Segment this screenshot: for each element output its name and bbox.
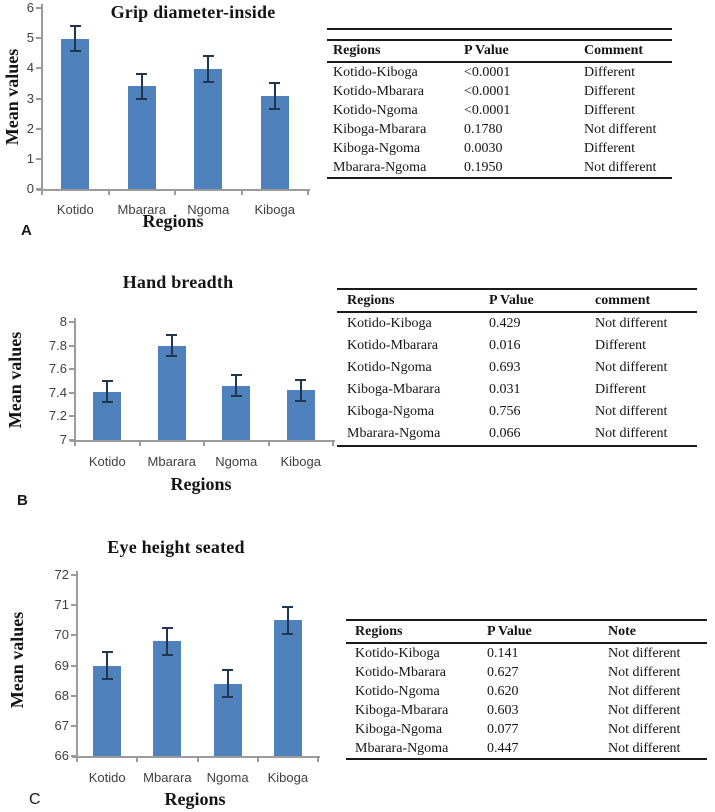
x-axis-title: Regions [142, 211, 204, 231]
y-tick [36, 188, 42, 190]
bar [158, 346, 186, 440]
error-bar-cap-top [269, 82, 280, 84]
x-tick [197, 756, 199, 762]
error-bar [106, 381, 108, 402]
table-header-cell: P Value [464, 43, 509, 58]
x-axis-line [37, 189, 310, 191]
bar [287, 390, 315, 440]
error-bar-cap-top [102, 651, 113, 653]
x-tick-label: Kiboga [267, 770, 309, 785]
x-tick-label: Kotido [56, 202, 94, 217]
x-tick [74, 440, 76, 446]
error-bar-cap-bottom [70, 50, 81, 52]
table-cell: Different [584, 83, 636, 99]
y-axis-title: Mean values [2, 48, 22, 146]
table-cell: Different [584, 140, 636, 156]
chart-title: Hand breadth [122, 272, 234, 292]
x-axis-line [70, 440, 335, 442]
table-cell: Kotido-Kiboga [347, 316, 432, 331]
table-cell: Different [595, 382, 647, 397]
table-cell: 0.1780 [464, 121, 503, 137]
x-tick [317, 756, 319, 762]
x-tick [76, 756, 78, 762]
table-cell: 0.603 [487, 702, 519, 718]
table-cell: <0.0001 [464, 83, 511, 99]
table-cell: Kotido-Mbarara [355, 664, 446, 680]
panel-label: A [21, 222, 32, 239]
table-row [346, 663, 707, 682]
x-tick [268, 440, 270, 446]
y-tick [36, 7, 42, 9]
error-bar-cap-top [222, 669, 233, 671]
x-tick-label: Kiboga [254, 202, 295, 217]
x-tick-label: Kiboga [280, 454, 321, 469]
x-tick [41, 189, 43, 195]
y-tick-label: 70 [54, 627, 69, 643]
x-tick [108, 189, 110, 195]
table-cell: Kotido-Mbarara [333, 83, 424, 99]
error-bar-cap-top [166, 334, 177, 336]
table-row [327, 101, 672, 120]
table-cell: 0.693 [489, 360, 521, 375]
y-tick [71, 665, 77, 667]
table-cell: Kotido-Mbarara [347, 338, 438, 353]
y-tick-label: 71 [54, 597, 69, 613]
error-bar-cap-top [282, 606, 293, 608]
x-tick [174, 189, 176, 195]
table-cell: Not different [584, 121, 657, 137]
y-tick [71, 755, 77, 757]
table-cell: 0.0030 [464, 140, 503, 156]
table-cell: 0.756 [489, 404, 521, 419]
y-tick [69, 439, 75, 441]
x-axis-title: Regions [164, 789, 226, 809]
table-cell: Different [584, 102, 636, 118]
table-row [346, 701, 707, 720]
y-tick [71, 634, 77, 636]
table-cell: Mbarara-Ngoma [347, 426, 441, 441]
x-tick-label: Kotido [88, 454, 126, 469]
y-axis-title: Mean values [5, 331, 25, 429]
panel-label: B [17, 492, 28, 509]
bar [274, 620, 302, 756]
x-tick-label: Mbarara [143, 770, 192, 785]
y-tick-label: 66 [54, 748, 69, 763]
error-bar [274, 83, 276, 109]
error-bar-cap-top [295, 379, 306, 381]
pvalue-table-grid [337, 288, 697, 447]
pvalue-table-grid [346, 619, 707, 760]
y-tick [71, 604, 77, 606]
x-tick [139, 440, 141, 446]
x-tick [332, 440, 334, 446]
table-cell: Kotido-Kiboga [333, 64, 418, 80]
y-tick-label: 6 [26, 0, 34, 15]
table-header-cell: Regions [347, 292, 395, 308]
table-row [337, 379, 697, 401]
bar [93, 666, 121, 757]
table-cell: 0.1950 [464, 159, 503, 175]
table-header-cell: Regions [333, 43, 381, 58]
error-bar-cap-top [136, 73, 147, 75]
error-bar-cap-top [203, 55, 214, 57]
table-cell: Kiboga-Mbarara [355, 702, 449, 718]
y-tick-label: 68 [54, 687, 69, 703]
pvalue-table-grid [327, 39, 672, 179]
error-bar [227, 670, 229, 697]
error-bar-cap-top [231, 374, 242, 376]
table-cell: Different [595, 338, 647, 353]
x-tick-label: Ngoma [215, 454, 258, 469]
table-row [337, 401, 697, 423]
table-cell: Kiboga-Ngoma [355, 721, 443, 737]
error-bar-cap-top [162, 627, 173, 629]
bar [214, 684, 242, 756]
x-tick [203, 440, 205, 446]
table-cell: Not different [584, 159, 657, 175]
table-cell: Kiboga-Ngoma [347, 404, 435, 419]
table-cell: Kiboga-Mbarara [333, 121, 427, 137]
error-bar [166, 628, 168, 655]
bar [93, 392, 121, 440]
y-tick-label: 7.8 [48, 337, 67, 353]
y-tick [36, 158, 42, 160]
pvalue-table [337, 288, 697, 447]
table-header-row [327, 40, 672, 62]
table-cell: 0.620 [487, 683, 519, 699]
bar [61, 39, 89, 189]
y-tick [71, 725, 77, 727]
table-cell: Not different [608, 683, 681, 699]
table-cell: 0.031 [489, 382, 521, 397]
table-cell: <0.0001 [464, 64, 511, 80]
error-bar-cap-bottom [136, 98, 147, 100]
table-row [346, 739, 707, 759]
y-tick-label: 2 [26, 120, 34, 136]
table-cell: Not different [595, 360, 668, 375]
table-cell: 0.627 [487, 664, 519, 680]
table-cell: Kotido-Kiboga [355, 645, 440, 661]
table-row [327, 158, 672, 178]
y-tick-label: 5 [26, 30, 34, 46]
error-bar [300, 380, 302, 401]
x-tick-label: Ngoma [187, 202, 230, 217]
table-cell: 0.016 [489, 338, 521, 353]
error-bar-cap-bottom [231, 395, 242, 397]
table-cell: <0.0001 [464, 102, 511, 118]
table-cell: 0.447 [487, 740, 519, 756]
y-tick [36, 98, 42, 100]
table-header-cell: P Value [489, 292, 534, 308]
table-cell: 0.429 [489, 316, 521, 331]
error-bar-cap-bottom [203, 81, 214, 83]
y-axis-line [74, 318, 76, 440]
table-row [337, 312, 697, 335]
table-cell: Different [584, 64, 636, 80]
table-header-cell: Note [608, 623, 636, 639]
y-tick [71, 695, 77, 697]
chart-title: Grip diameter-inside [110, 2, 276, 22]
error-bar [287, 607, 289, 634]
y-tick-label: 8 [59, 314, 67, 329]
error-bar-cap-bottom [162, 654, 173, 656]
x-tick [241, 189, 243, 195]
table-top-rule [327, 28, 672, 30]
pvalue-table [346, 619, 707, 760]
y-tick-label: 1 [26, 150, 34, 166]
table-cell: 0.141 [487, 645, 519, 661]
y-tick-label: 69 [54, 657, 69, 673]
y-tick-label: 7.6 [48, 361, 67, 377]
error-bar [141, 74, 143, 98]
table-header-cell: comment [595, 292, 651, 308]
y-tick-label: 7 [59, 432, 67, 447]
x-tick-label: Kotido [88, 770, 126, 785]
bar [261, 96, 289, 189]
y-tick [36, 37, 42, 39]
error-bar [106, 652, 108, 679]
error-bar [74, 26, 76, 51]
error-bar-cap-bottom [222, 696, 233, 698]
y-tick [71, 574, 77, 576]
table-cell: Not different [608, 702, 681, 718]
table-row [337, 357, 697, 379]
table-row [327, 139, 672, 158]
y-axis-line [41, 4, 43, 189]
table-cell: 0.066 [489, 426, 521, 441]
bar [128, 86, 156, 189]
table-cell: Not different [608, 721, 681, 737]
table-cell: Mbarara-Ngoma [333, 159, 427, 175]
table-header-cell: Regions [355, 623, 403, 639]
error-bar-cap-bottom [166, 355, 177, 357]
table-cell: Kiboga-Mbarara [347, 382, 441, 397]
table-cell: Not different [595, 316, 668, 331]
pvalue-table [327, 39, 672, 179]
table-header-row [337, 289, 697, 312]
table-row [346, 643, 707, 663]
table-cell: Not different [608, 740, 681, 756]
table-cell: Not different [595, 426, 668, 441]
x-tick-label: Ngoma [206, 770, 249, 785]
bar [194, 69, 222, 189]
x-axis-line [72, 756, 320, 758]
table-cell: Kotido-Ngoma [355, 683, 440, 699]
table-row [337, 423, 697, 446]
table-row [346, 682, 707, 701]
chart-title: Eye height seated [107, 537, 245, 557]
error-bar-cap-bottom [102, 678, 113, 680]
table-row [337, 335, 697, 357]
y-tick-label: 7.4 [48, 384, 67, 400]
error-bar [207, 56, 209, 82]
error-bar [235, 375, 237, 396]
error-bar-cap-bottom [282, 633, 293, 635]
table-cell: Kiboga-Ngoma [333, 140, 421, 156]
y-axis-line [76, 571, 78, 756]
error-bar-cap-bottom [269, 108, 280, 110]
table-cell: 0.077 [487, 721, 519, 737]
table-cell: Kotido-Ngoma [333, 102, 418, 118]
y-tick [69, 345, 75, 347]
error-bar-cap-bottom [102, 401, 113, 403]
bar [153, 641, 181, 756]
error-bar [171, 335, 173, 356]
y-tick [36, 67, 42, 69]
y-axis-title: Mean values [7, 611, 27, 709]
x-tick [136, 756, 138, 762]
table-cell: Not different [608, 645, 681, 661]
y-tick-label: 3 [26, 90, 34, 106]
x-axis-title: Regions [170, 474, 232, 494]
x-tick [307, 189, 309, 195]
table-row [327, 82, 672, 101]
y-tick-label: 0 [26, 181, 34, 196]
table-row [327, 120, 672, 139]
table-cell: Not different [608, 664, 681, 680]
y-tick [69, 392, 75, 394]
y-tick-label: 67 [54, 717, 69, 733]
table-header-cell: P Value [487, 623, 532, 639]
x-tick-label: Mbarara [147, 454, 196, 469]
error-bar-cap-top [102, 380, 113, 382]
panel-label: C [29, 791, 41, 808]
y-tick [69, 415, 75, 417]
table-row [327, 62, 672, 82]
y-tick [36, 128, 42, 130]
table-header-cell: Comment [584, 43, 644, 58]
y-tick [69, 368, 75, 370]
table-cell: Not different [595, 404, 668, 419]
x-tick [257, 756, 259, 762]
y-tick-label: 7.2 [48, 408, 67, 424]
y-tick [69, 321, 75, 323]
y-tick-label: 72 [54, 567, 69, 582]
bar [222, 386, 250, 440]
x-tick-label: Mbarara [117, 202, 166, 217]
error-bar-cap-top [70, 25, 81, 27]
table-row [346, 720, 707, 739]
error-bar-cap-bottom [295, 400, 306, 402]
table-cell: Mbarara-Ngoma [355, 740, 449, 756]
table-cell: Kotido-Ngoma [347, 360, 432, 375]
table-header-row [346, 620, 707, 643]
y-tick-label: 4 [26, 60, 34, 76]
